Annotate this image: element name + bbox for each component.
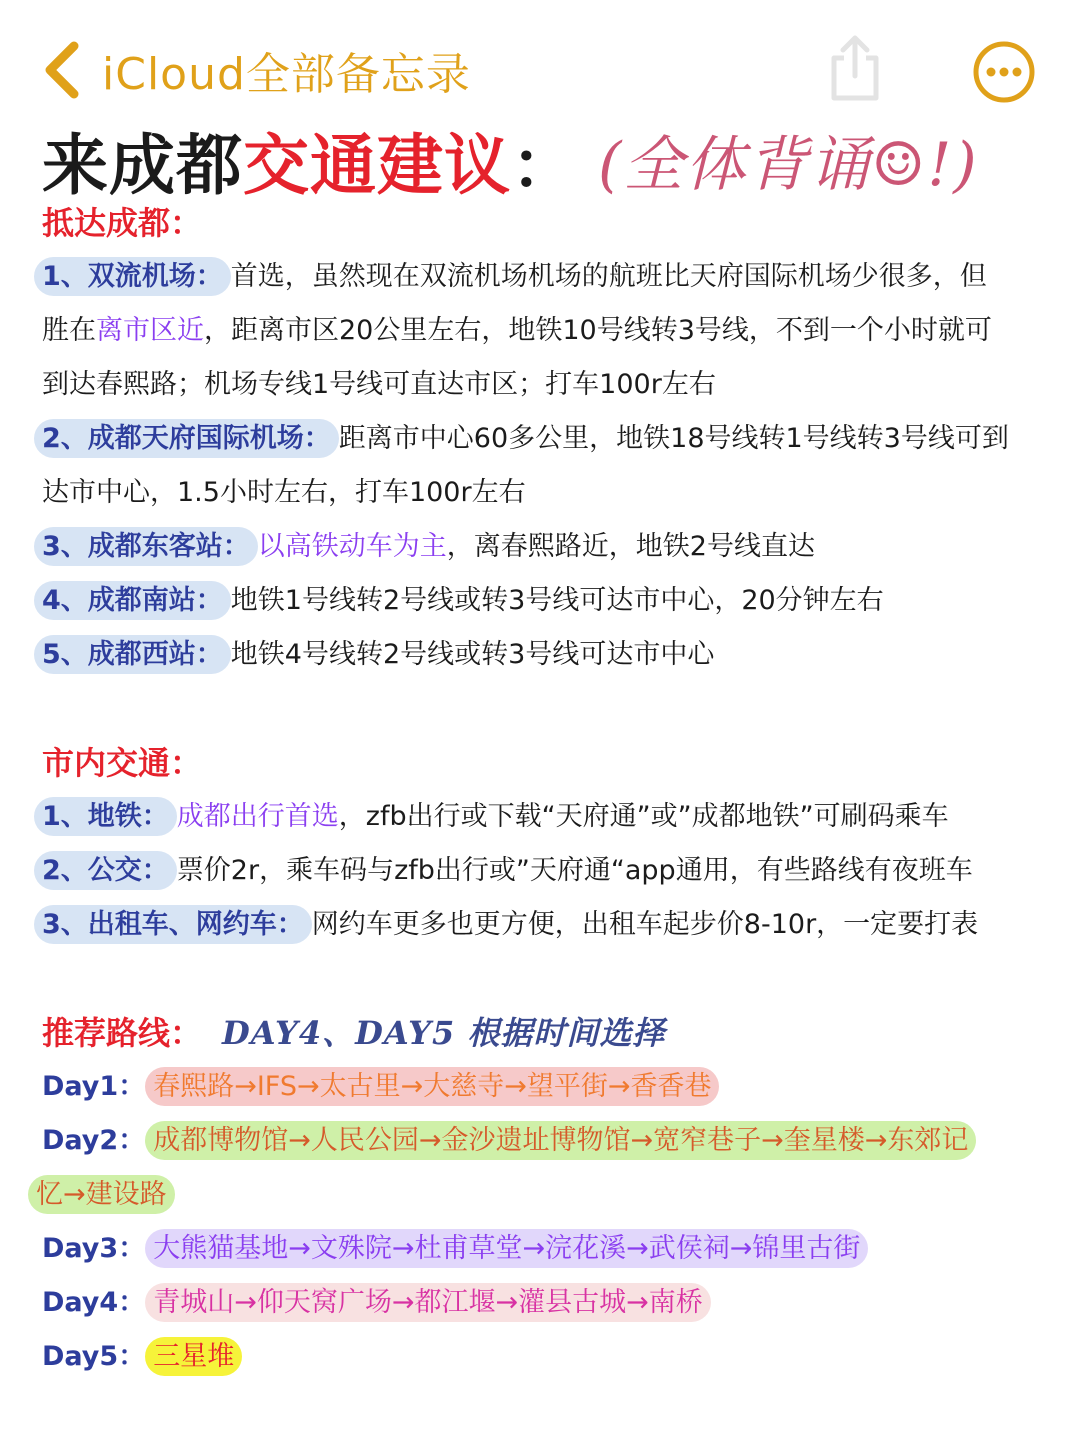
day-route-cont: 忆→建设路: [28, 1175, 175, 1214]
arrive-item-1-line2: [42, 304, 1056, 358]
item-text: 首选，虽然现在双流机场机场的航班比天府国际机场少很多，但: [230, 261, 987, 292]
route-day2-cont: [36, 1168, 1056, 1222]
item-label: 3、成都东客站：: [34, 527, 258, 566]
item-text: 网约车更多也更方便，出租车起步价8-10r，一定要打表: [311, 909, 979, 940]
item-label: 2、公交：: [34, 851, 177, 890]
route-day5: [42, 1330, 1056, 1384]
arrive-item-5: [42, 628, 1056, 682]
day-route: 成都博物馆→人民公园→金沙遗址博物馆→宽窄巷子→奎星楼→东郊记: [145, 1121, 976, 1160]
section-heading-routes: [42, 1006, 1056, 1060]
spacer: [42, 682, 1056, 736]
item-text: ，zfb出行或下载“天府通”或”成都地铁”可刷码乘车: [338, 801, 949, 832]
item-text: 胜在: [42, 315, 96, 346]
city-item-2: [42, 844, 1056, 898]
day-route: 春熙路→IFS→太古里→大慈寺→望平街→香香巷: [145, 1067, 719, 1106]
item-text: 地铁1号线转2号线或转3号线可达市中心，20分钟左右: [230, 585, 884, 616]
item-highlight: 成都出行首选: [176, 801, 339, 832]
spacer: [42, 952, 1056, 1006]
item-text: 票价2r，乘车码与zfb出行或”天府通“app通用，有些路线有夜班车: [176, 855, 973, 886]
arrive-item-2-line2: 达市中心，1.5小时左右，打车100r左右: [42, 477, 526, 508]
day-route: 三星堆: [145, 1337, 242, 1376]
item-highlight: 以高铁动车为主: [257, 531, 447, 562]
item-label: 3、出租车、网约车：: [34, 905, 312, 944]
day-label: Day5：: [42, 1341, 146, 1372]
item-label: 4、成都南站：: [34, 581, 231, 620]
route-day4: [42, 1276, 1056, 1330]
note-title-row: [42, 112, 979, 207]
day-label: Day3：: [42, 1233, 146, 1264]
arrive-item-1: [42, 250, 1056, 304]
title-black: 来成都: [42, 127, 243, 204]
section-heading-city: 市内交通：: [42, 744, 203, 782]
item-label: 2、成都天府国际机场：: [34, 419, 339, 458]
chevron-left-icon: [40, 38, 84, 102]
item-label: 1、地铁：: [34, 797, 177, 836]
routes-heading: 推荐路线：: [42, 1014, 203, 1052]
share-icon[interactable]: [826, 32, 884, 102]
title-red: 交通建议: [243, 127, 511, 204]
day-label: Day4：: [42, 1287, 146, 1318]
top-bar: [0, 0, 1080, 110]
day-label: Day1：: [42, 1071, 146, 1102]
routes-handwritten-note: DAY4、DAY5 根据时间选择: [222, 1014, 666, 1052]
section-heading-arrive: 抵达成都：: [42, 204, 203, 242]
back-label: iCloud全部备忘录: [102, 49, 471, 100]
arrive-item-1-line3: 到达春熙路；机场专线1号线可直达市区；打车100r左右: [42, 369, 716, 400]
item-text: 距离市中心60多公里，地铁18号线转1号线转3号线可到: [338, 423, 1009, 454]
item-text: 地铁4号线转2号线或转3号线可达市中心: [230, 639, 715, 670]
item-text: ，离春熙路近，地铁2号线直达: [446, 531, 815, 562]
item-label: 5、成都西站：: [34, 635, 231, 674]
title-colon: ：: [511, 127, 578, 204]
item-text: ，距离市区20公里左右，地铁10号线转3号线，不到一个小时就可: [204, 315, 992, 346]
city-item-1: [42, 790, 1056, 844]
arrive-item-2: [42, 412, 1056, 466]
note-title: [42, 112, 578, 207]
day-route: 大熊猫基地→文殊院→杜甫草堂→浣花溪→武侯祠→锦里古街: [145, 1229, 868, 1268]
back-button[interactable]: [40, 38, 471, 102]
day-route: 青城山→仰天窝广场→都江堰→灌县古城→南桥: [145, 1283, 711, 1322]
arrive-item-3: [42, 520, 1056, 574]
arrive-item-4: [42, 574, 1056, 628]
handwritten-note: (全体背诵☺!): [598, 129, 979, 200]
note-body[interactable]: [36, 196, 1056, 1384]
item-label: 1、双流机场：: [34, 257, 231, 296]
route-day2: [42, 1114, 1056, 1168]
city-item-3: [42, 898, 1056, 952]
item-highlight: 离市区近: [96, 315, 204, 346]
route-day1: [42, 1060, 1056, 1114]
route-day3: [42, 1222, 1056, 1276]
day-label: Day2：: [42, 1125, 146, 1156]
more-icon[interactable]: [972, 40, 1036, 104]
